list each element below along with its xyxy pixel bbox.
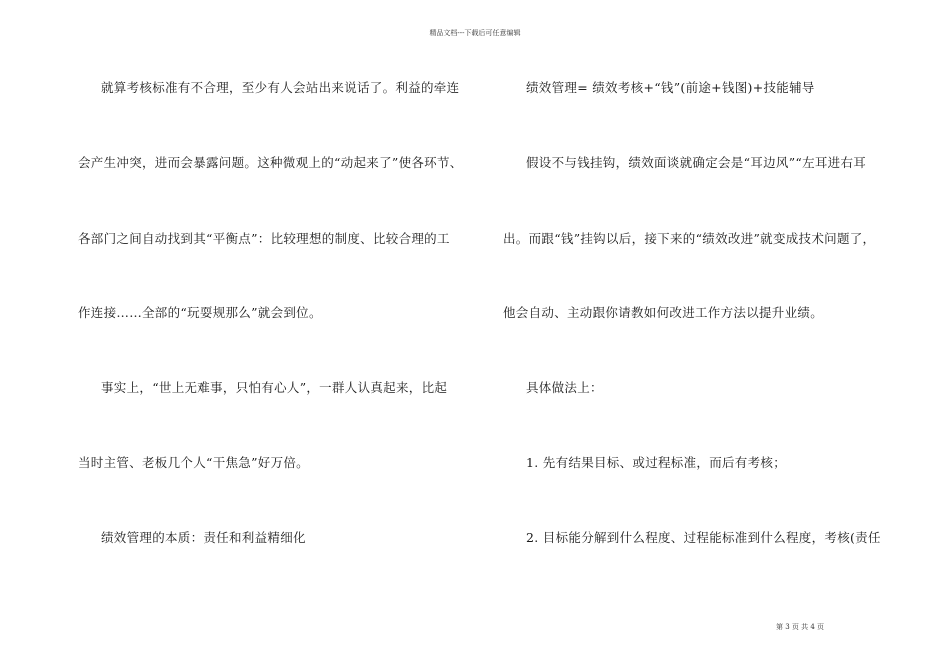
- text-line: 会产生冲突，进而会暴露问题。这种微观上的“动起来了”使各环节、: [78, 155, 463, 170]
- text-line: 绩效管理的本质：责任和利益精细化: [101, 530, 306, 545]
- page-number: 第 3 页 共 4 页: [776, 623, 825, 631]
- text-line: 绩效管理= 绩效考核+“钱”(前途+钱图)+技能辅导: [526, 80, 815, 95]
- text-line: 假设不与钱挂钩，绩效面谈就确定会是“耳边风”“左耳进右耳: [526, 155, 867, 170]
- text-line: 出。而跟“钱”挂钩以后，接下来的“绩效改进”就变成技术问题了，: [503, 231, 876, 246]
- text-line: 他会自动、主动跟你请教如何改进工作方法以提升业绩。: [503, 305, 824, 320]
- text-line: 就算考核标准有不合理，至少有人会站出来说话了。利益的牵连: [101, 80, 460, 95]
- text-line: 当时主管、老板几个人“干焦急”好万倍。: [78, 455, 309, 470]
- text-line: 具体做法上：: [526, 380, 603, 395]
- text-line: 2. 目标能分解到什么程度、过程能标准到什么程度，考核(责任: [526, 530, 881, 545]
- text-line: 事实上，“世上无难事，只怕有心人”，一群人认真起来，比起: [101, 380, 448, 395]
- text-line: 1. 先有结果目标、或过程标准，而后有考核；: [526, 455, 787, 470]
- page-header: 精品文档---下载后可任意编辑: [429, 29, 521, 37]
- text-line: 各部门之间自动找到其“平衡点”：比较理想的制度、比较合理的工: [78, 231, 450, 246]
- text-line: 作连接……全部的“玩耍规那么”就会到位。: [78, 305, 322, 320]
